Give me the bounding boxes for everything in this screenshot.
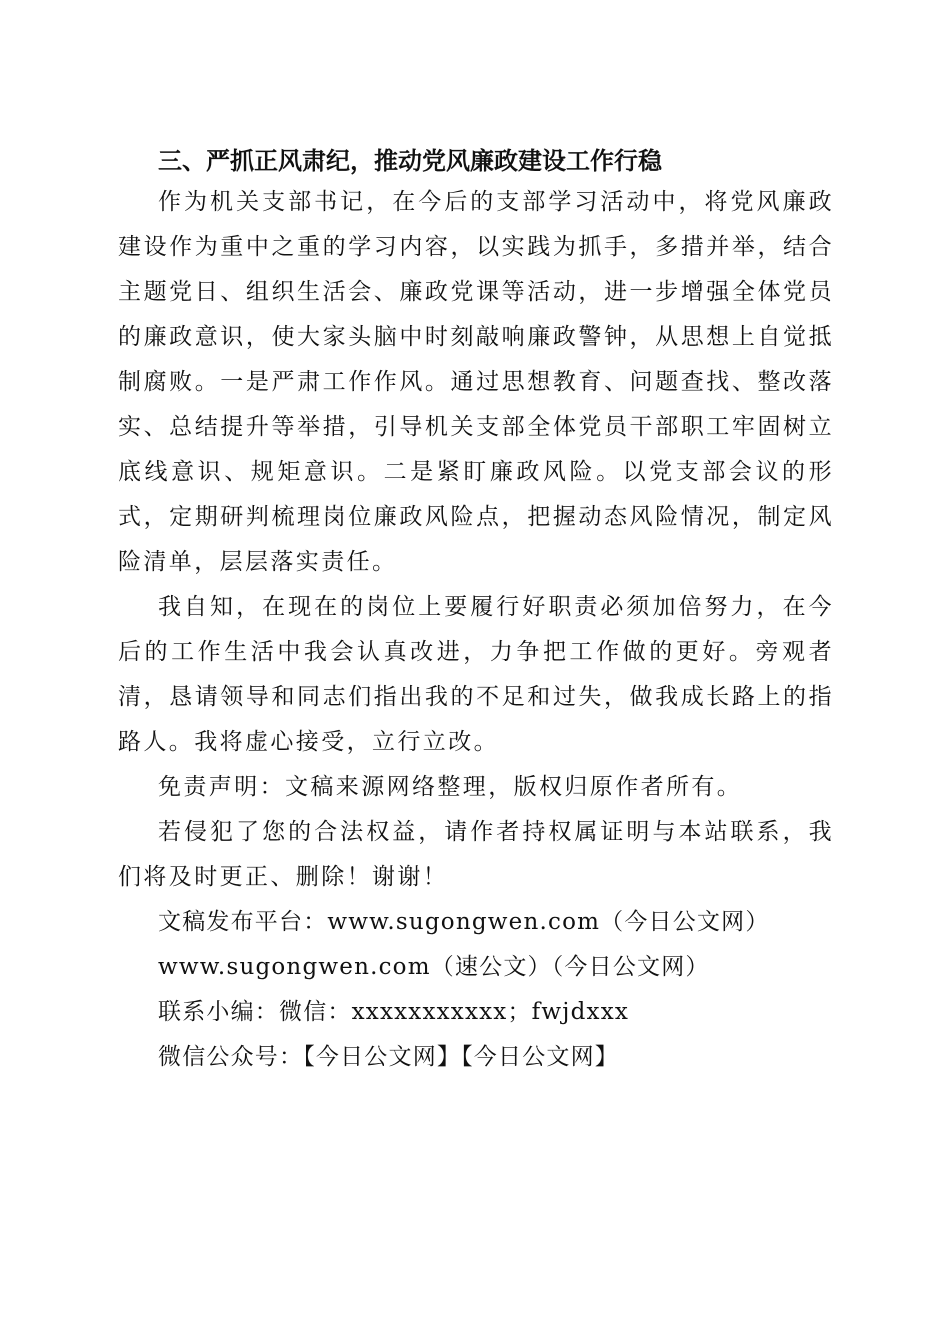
- body-paragraph-1: 作为机关支部书记，在今后的支部学习活动中，将党风廉政建设作为重中之重的学习内容，以实践为抓手，多措并举，结合主题党日、组织生活会、廉政党课等活动，进一步增强全体党员的廉政意识，使大家头脑中时刻敲响廉政警钟，从思想上自觉抵制腐败。一是严肃工作作风。通过思想教育、问题查找、整改落实、总结提升等举措，引导机关支部全体党员干部职工牢固树立底线意识、规矩意识。二是紧盯廉政风险。以党支部会议的形式，定期研判梳理岗位廉政风险点，把握动态风险情况，制定风险清单，层层落实责任。: [118, 189, 834, 575]
- contact-line: 联系小编：微信：xxxxxxxxxxx；fwjdxxx: [158, 999, 630, 1025]
- document-page: [118, 142, 834, 1080]
- wechat-account-line: 微信公众号：【今日公文网】【今日公文网】: [158, 1044, 619, 1070]
- copyright-notice-paragraph: 若侵犯了您的合法权益，请作者持权属证明与本站联系，我们将及时更正、删除！谢谢！: [118, 819, 834, 890]
- website-line: www.sugongwen.com（速公文）（今日公文网）: [158, 954, 710, 980]
- publish-platform-line: 文稿发布平台：www.sugongwen.com（今日公文网）: [158, 909, 770, 935]
- disclaimer-paragraph: 免责声明：文稿来源网络整理，版权归原作者所有。: [158, 774, 743, 800]
- section-heading: 三、严抓正风肃纪，推动党风廉政建设工作行稳: [158, 147, 662, 175]
- body-paragraph-2: 我自知，在现在的岗位上要履行好职责必须加倍努力，在今后的工作生活中我会认真改进，力争把工作做的更好。旁观者清，恳请领导和同志们指出我的不足和过失，做我成长路上的指路人。我将虚心接受，立行立改。: [118, 594, 834, 755]
